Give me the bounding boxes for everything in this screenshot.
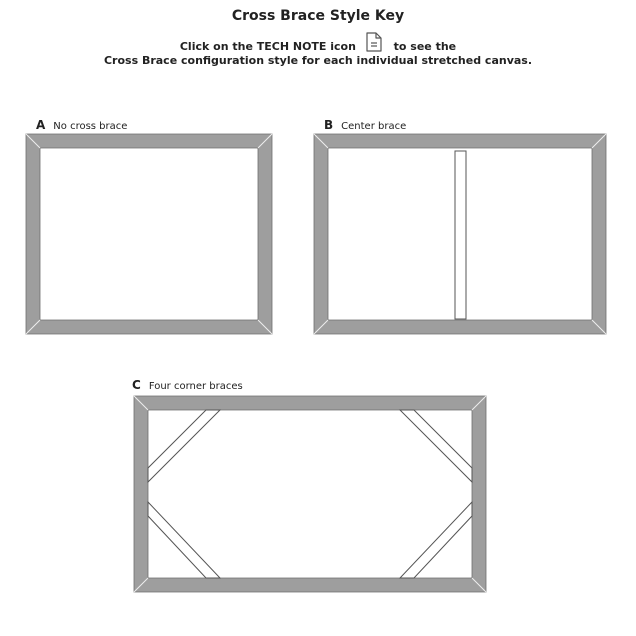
page-title: Cross Brace Style Key xyxy=(231,8,405,24)
frame-c-brace-bottom-right xyxy=(400,502,472,578)
instruction-line-2: Cross Brace configuration style for each individual stretched canvas. xyxy=(103,54,533,67)
frame-a-mitre-joints xyxy=(26,134,272,334)
frame-c-four-corner-braces xyxy=(134,396,486,592)
frame-b-center-brace xyxy=(314,134,606,334)
instruction-text-after-icon: to see the xyxy=(393,40,457,53)
frame-c-brace-top-left xyxy=(148,410,220,482)
frame-c-stretcher-bars xyxy=(134,396,486,592)
style-a-letter: A xyxy=(36,118,46,132)
frame-a-no-cross-brace xyxy=(26,134,272,334)
frame-c-brace-bottom-left xyxy=(148,502,220,578)
instruction-text-before-icon: Click on the TECH NOTE icon xyxy=(179,40,356,53)
style-b-letter: B xyxy=(324,118,334,132)
style-a-name: No cross brace xyxy=(53,121,128,132)
frame-c-brace-top-right xyxy=(400,410,472,482)
style-c-name: Four corner braces xyxy=(148,381,243,392)
frame-a-stretcher-bars xyxy=(26,134,272,334)
style-c-letter: C xyxy=(132,378,141,392)
frame-c-mitre-joints xyxy=(134,396,486,592)
frame-b-center-brace-bar xyxy=(455,151,466,319)
style-b-name: Center brace xyxy=(341,121,407,132)
